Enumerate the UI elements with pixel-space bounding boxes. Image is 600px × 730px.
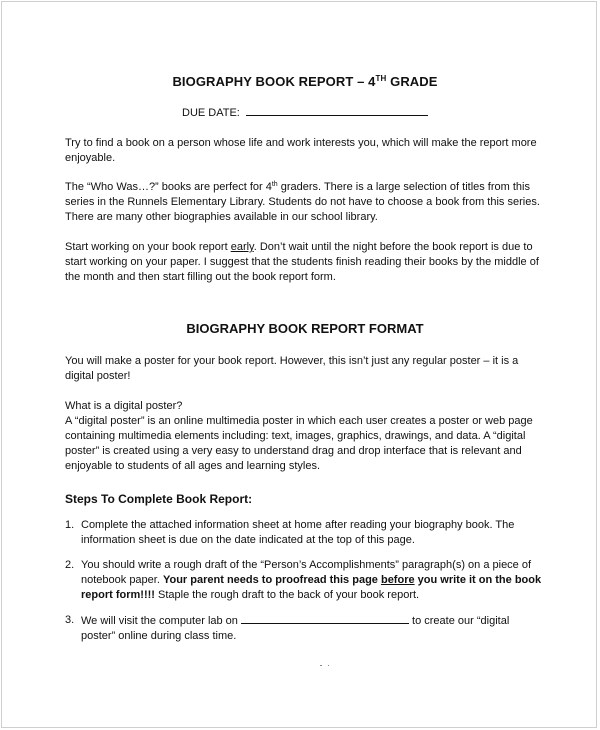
s3-text-a: We will visit the computer lab on [81,615,241,627]
digital-poster-description: A “digital poster” is an online multimedia poster in which each user creates a poster or web page containing multimedia elements including: text, images, graphics, drawings, and data. A “digital poster” is created using a very easy to understand drag and drop interface that is relevant and enjoyable to students of all ages and learning styles. [65,415,533,472]
s2-text-c: Staple the rough draft to the back of your book report. [154,589,420,601]
p3-underlined: early [230,241,254,253]
step-3 [65,613,545,644]
p2-text-b: graders. There is a large selection of titles from this series in the Runnels Elementary Library. Students do not have to choose a book from this series. There are many other biographies available in our school library. [65,181,540,223]
s2-bold-b: you write it on the book report form!!!! [81,574,542,601]
step-number: 2. [65,559,75,571]
p2-text-a: The “Who Was…?” books are perfect for 4 [65,181,272,193]
format-heading: BIOGRAPHY BOOK REPORT FORMAT [186,321,424,336]
intro-paragraph-1: Try to find a book on a person whose life and work interests you, which will make the report more enjoyable. [65,137,537,164]
intro-paragraph-3 [65,240,545,285]
s2-bold-a: Your parent needs to proofread this page [162,574,381,586]
scan-mark [320,665,322,666]
due-date-blank [246,105,428,116]
step-2 [65,558,545,603]
due-date-field [182,105,428,119]
page-title [2,74,596,89]
digital-poster-question: What is a digital poster? [65,400,183,412]
s3-text-b: to create our “digital poster” online during class time. [81,615,510,642]
step-text: Complete the attached information sheet at home after reading your biography book. The information sheet is due on the date indicated at the top of this page. [81,519,515,546]
s2-bold-underlined: before [380,574,415,586]
steps-heading: Steps To Complete Book Report: [65,492,253,506]
intro-paragraph-2 [65,180,545,225]
p3-text-a: Start working on your book report [65,241,231,253]
title-text: BIOGRAPHY BOOK REPORT – 4 [172,74,376,89]
title-superscript: TH [375,74,387,83]
lab-date-blank [241,613,409,624]
scan-mark [328,665,329,666]
step-text [81,558,545,603]
title-tail: GRADE [386,74,438,89]
step-1 [65,518,545,548]
step-text [81,613,545,644]
p3-text-b: . Don’t wait until the night before the book report is due to start working on your paper. I suggest that the students finish reading their books by the middle of the month and then start filling out the book report form. [65,241,539,283]
step-number: 3. [65,614,75,626]
document-page [1,1,597,728]
p2-superscript: th [271,181,278,188]
step-number: 1. [65,519,75,531]
s2-text-a: You should write a rough draft of the “Person’s Accomplishments” paragraph(s) on a piece of notebook paper. [81,559,532,586]
format-paragraph-1: You will make a poster for your book report. However, this isn’t just any regular poster – it is a digital poster! [65,355,519,382]
due-date-label: DUE DATE: [182,107,240,119]
